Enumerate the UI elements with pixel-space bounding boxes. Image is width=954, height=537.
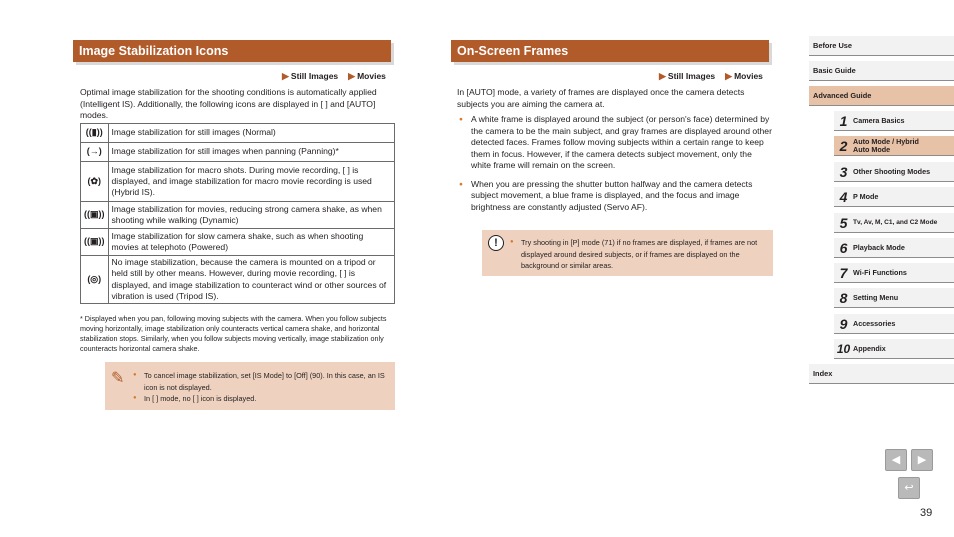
is-macro-icon: (✿) bbox=[81, 162, 109, 202]
chapter-label: Wi-Fi Functions bbox=[853, 267, 907, 277]
mode-labels bbox=[282, 71, 386, 82]
page-number: 39 bbox=[920, 507, 933, 519]
chapter-number: 7 bbox=[839, 264, 848, 281]
chapter-label: Camera Basics bbox=[853, 115, 905, 125]
is-powered-icon: ((▣)) bbox=[81, 229, 109, 256]
chapter-number: 8 bbox=[839, 289, 848, 306]
nav-before-use[interactable]: Before Use bbox=[809, 36, 954, 56]
table-cell: Image stabilization for still images (Normal) bbox=[108, 124, 395, 143]
chapter-label: Auto Mode / Hybrid Auto Mode bbox=[853, 136, 919, 154]
nav-chapter-1[interactable] bbox=[834, 111, 954, 131]
chapter-number: 5 bbox=[839, 214, 848, 231]
intro-paragraph: Optimal image stabilization for the shooting conditions is automatically applied (Intelligent IS). Additionally, the following icons are displayed in [ ] and [AUTO] modes. bbox=[80, 87, 377, 120]
list-item: ● When you are pressing the shutter button halfway and the camera detects subject movement, a blue frame is displayed, and the focus and image brightness are constantly adjusted (Servo AF). bbox=[457, 179, 773, 214]
table-row bbox=[81, 229, 395, 256]
table-row bbox=[81, 143, 395, 162]
table-cell: No image stabilization, because the camera is mounted on a tripod or held still by other means. However, during movie recording, [ ] is displayed, and image stabilization to counteract wind or other sources of vibration is used (Tripod IS). bbox=[108, 256, 395, 304]
triangle-icon: ▶ bbox=[725, 71, 733, 81]
mode-movies: Movies bbox=[734, 71, 763, 81]
nav-chapter-9[interactable] bbox=[834, 314, 954, 334]
chapter-number: 3 bbox=[839, 163, 848, 180]
nav-chapter-5[interactable] bbox=[834, 213, 954, 233]
chapter-label: Tv, Av, M, C1, and C2 Mode bbox=[853, 218, 938, 226]
mode-still-images: Still Images bbox=[290, 71, 339, 81]
caution-icon: ! bbox=[488, 235, 504, 251]
next-page-button[interactable] bbox=[911, 449, 933, 471]
note-list bbox=[133, 370, 388, 405]
caution-list bbox=[510, 237, 766, 272]
table-row bbox=[81, 162, 395, 202]
nav-chapter-8[interactable] bbox=[834, 288, 954, 308]
chapter-number: 6 bbox=[839, 239, 848, 256]
table-row bbox=[81, 256, 395, 304]
nav-advanced-guide[interactable]: Advanced Guide bbox=[809, 86, 954, 106]
frames-intro: In [AUTO] mode, a variety of frames are displayed once the camera detects subjects you are aiming the camera at. bbox=[457, 87, 745, 109]
chapter-label: Setting Menu bbox=[853, 292, 899, 302]
chapter-number: 9 bbox=[839, 315, 848, 332]
chapter-number: 1 bbox=[839, 112, 848, 129]
triangle-icon: ▶ bbox=[348, 71, 356, 81]
table-cell: Image stabilization for still images when panning (Panning)* bbox=[108, 143, 395, 162]
is-icon-table bbox=[80, 123, 395, 304]
chapter-number: 2 bbox=[839, 137, 848, 154]
is-tripod-icon: (◎) bbox=[81, 256, 109, 304]
nav-chapter-4[interactable] bbox=[834, 187, 954, 207]
caution-box bbox=[482, 230, 773, 276]
is-dynamic-icon: ((▣)) bbox=[81, 202, 109, 229]
section-title-image-stabilization: Image Stabilization Icons bbox=[73, 40, 391, 62]
return-button[interactable] bbox=[898, 477, 920, 499]
table-cell: Image stabilization for movies, reducing strong camera shake, as when shooting while walking (Dynamic) bbox=[108, 202, 395, 229]
arrow-left-icon: ◀ bbox=[891, 454, 901, 466]
triangle-icon: ▶ bbox=[282, 71, 289, 81]
mode-still-images: Still Images bbox=[667, 71, 716, 81]
chapter-label: Appendix bbox=[853, 343, 886, 353]
is-panning-icon: (→) bbox=[81, 143, 109, 162]
prev-page-button[interactable] bbox=[885, 449, 907, 471]
chapter-label: Playback Mode bbox=[853, 242, 905, 252]
nav-chapter-6[interactable] bbox=[834, 238, 954, 258]
table-row bbox=[81, 124, 395, 143]
frames-bullet-list bbox=[457, 114, 773, 220]
table-row bbox=[81, 202, 395, 229]
nav-chapter-3[interactable] bbox=[834, 162, 954, 182]
section-title-on-screen-frames: On-Screen Frames bbox=[451, 40, 769, 62]
nav-chapter-7[interactable] bbox=[834, 263, 954, 283]
nav-basic-guide[interactable]: Basic Guide bbox=[809, 61, 954, 81]
arrow-right-icon: ▶ bbox=[917, 454, 927, 466]
note-box bbox=[105, 362, 395, 410]
chapter-label: Other Shooting Modes bbox=[853, 166, 931, 176]
note-item: ● To cancel image stabilization, set [IS Mode] to [Off] (90). In this case, an IS icon is not displayed. bbox=[133, 370, 388, 393]
is-normal-icon: ((▮)) bbox=[81, 124, 109, 143]
note-item: ● In [ ] mode, no [ ] icon is displayed. bbox=[133, 393, 388, 405]
mode-movies: Movies bbox=[357, 71, 386, 81]
pencil-icon: ✎ bbox=[111, 370, 125, 387]
chapter-number: 4 bbox=[839, 188, 848, 205]
caution-item: ● Try shooting in [P] mode (71) if no frames are displayed, if frames are not displayed around desired subjects, or if frames are displayed on the background or similar areas. bbox=[510, 237, 766, 272]
triangle-icon: ▶ bbox=[659, 71, 666, 81]
chapter-label: Accessories bbox=[853, 318, 896, 328]
list-item: ● A white frame is displayed around the subject (or person's face) determined by the camera to be the main subject, and gray frames are displayed around other detected faces. Frames follow moving subjects within a certain range to keep them in focus. However, if the camera detects subject movement, only the white frame will remain on the screen. bbox=[457, 114, 773, 172]
table-cell: Image stabilization for macro shots. During movie recording, [ ] is displayed, and image stabilization for macro movie recording is used (Hybrid IS). bbox=[108, 162, 395, 202]
footnote: * Displayed when you pan, following moving subjects with the camera. When you follow subjects moving horizontally, image stabilization only counteracts vertical camera shake, and horizontal stabilization stops. Similarly, when you follow subjects moving vertically, image stabilization only counteracts horizontal camera shake. bbox=[80, 314, 387, 353]
table-cell: Image stabilization for slow camera shake, such as when shooting movies at telephoto (Powered) bbox=[108, 229, 395, 256]
mode-labels bbox=[659, 71, 763, 82]
nav-index[interactable]: Index bbox=[809, 364, 954, 384]
return-icon: ↩ bbox=[904, 482, 914, 494]
nav-chapter-2[interactable] bbox=[834, 136, 954, 156]
chapter-label: P Mode bbox=[853, 191, 879, 201]
chapter-number: 10 bbox=[836, 341, 851, 356]
nav-chapter-10[interactable] bbox=[834, 339, 954, 359]
